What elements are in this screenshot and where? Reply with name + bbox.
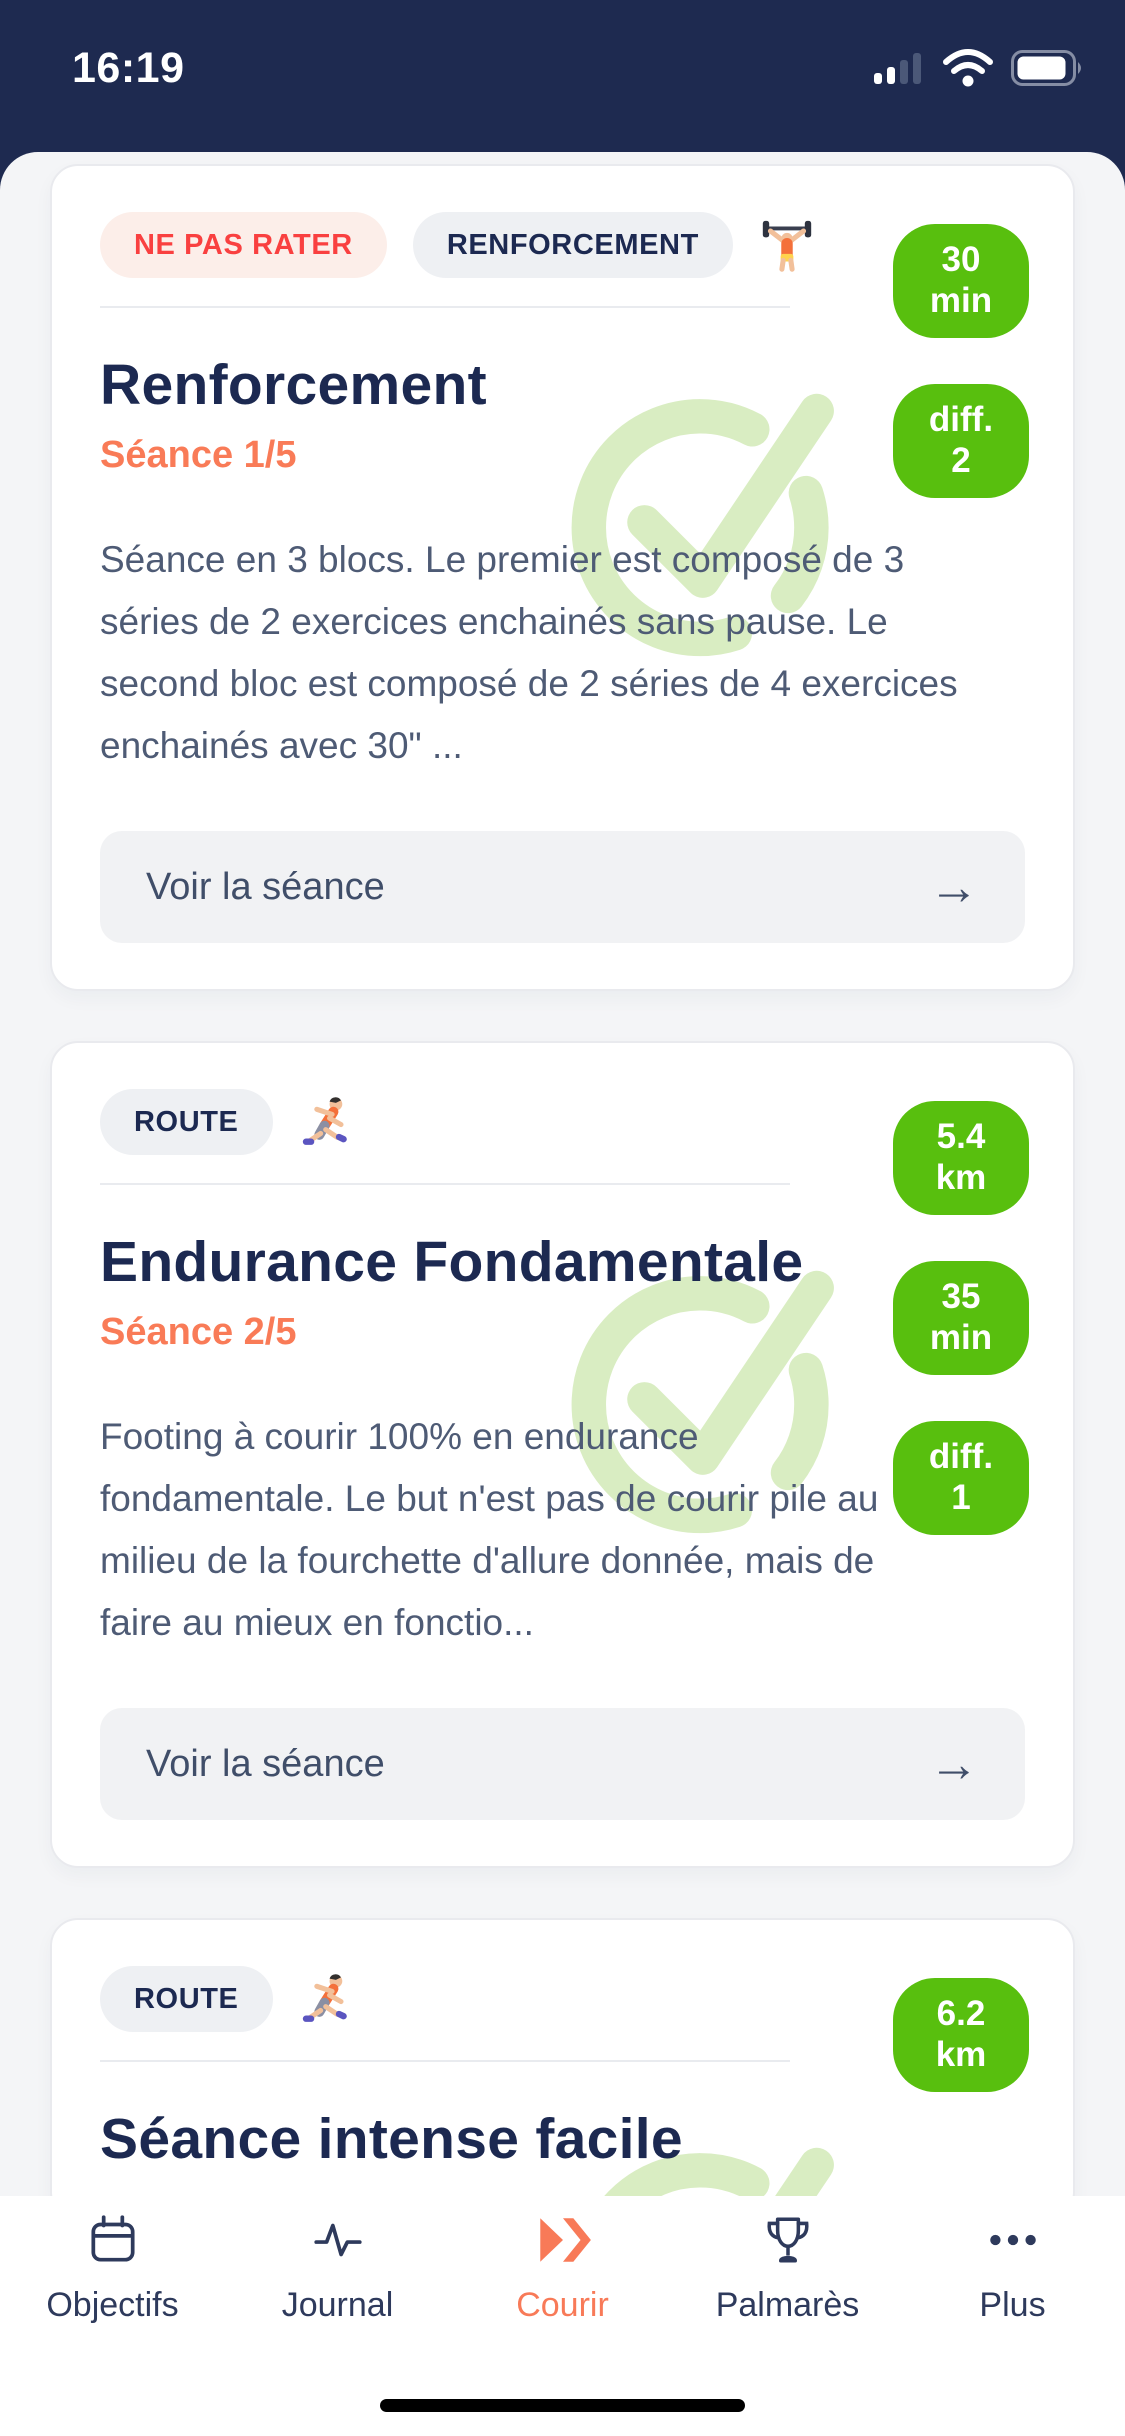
arrow-right-icon: →: [929, 859, 979, 915]
duration-pill: 35 min: [893, 1261, 1029, 1375]
card-subtitle: Séance 1/5: [100, 434, 297, 476]
view-session-button[interactable]: Voir la séance →: [100, 1708, 1025, 1820]
tab-label: Courir: [516, 2286, 609, 2324]
tab-label: Objectifs: [46, 2286, 179, 2324]
tab-journal[interactable]: [238, 2210, 438, 2326]
tab-label: Plus: [979, 2286, 1046, 2324]
view-session-button[interactable]: Voir la séance →: [100, 831, 1025, 943]
badge-renforcement: RENFORCEMENT: [413, 212, 733, 278]
card-divider: [100, 306, 790, 308]
ellipsis-icon: [984, 2211, 1042, 2272]
card-subtitle: Séance 2/5: [100, 1311, 297, 1353]
badge-ne-pas-rater: NE PAS RATER: [100, 212, 387, 278]
card-title: Séance intense facile: [100, 2107, 683, 2171]
tab-label: Palmarès: [715, 2286, 860, 2324]
distance-pill: 6.2 km: [893, 1978, 1029, 2092]
card-description: Séance en 3 blocs. Le premier est composé de 3 séries de 2 exercices enchainés sans pause. Le second bloc est composé de 2 séries de 4 exercices enchainés avec 30" ...: [100, 539, 958, 766]
tab-objectifs[interactable]: [13, 2210, 213, 2326]
tab-courir[interactable]: [463, 2210, 663, 2326]
badge-route: ROUTE: [100, 1089, 273, 1155]
status-time: 16:19: [72, 44, 185, 92]
card-badges-row: [100, 1966, 1025, 2032]
difficulty-pill: diff. 1: [893, 1421, 1029, 1535]
trophy-icon: [759, 2211, 817, 2272]
card-title: Renforcement: [100, 353, 487, 417]
fast-forward-icon: [532, 2211, 594, 2272]
tab-palmares[interactable]: [688, 2210, 888, 2326]
tab-plus[interactable]: [913, 2210, 1113, 2326]
workout-list: [0, 152, 1125, 2436]
runner-emoji-icon: [299, 1094, 355, 1150]
workout-card-renforcement[interactable]: [50, 164, 1075, 991]
home-indicator[interactable]: [380, 2399, 745, 2412]
tab-label: Journal: [281, 2286, 394, 2324]
distance-pill: 5.4 km: [893, 1101, 1029, 1215]
cellular-signal-icon: [873, 49, 925, 92]
runner-emoji-icon: [299, 1971, 355, 2027]
weightlifter-emoji-icon: [759, 217, 815, 273]
card-divider: [100, 1183, 790, 1185]
card-badges-row: [100, 1089, 1025, 1155]
pulse-icon: [309, 2211, 367, 2272]
card-metrics: [893, 1101, 1029, 1535]
card-metrics: [893, 224, 1029, 498]
workout-card-endurance[interactable]: [50, 1041, 1075, 1868]
card-metrics: [893, 1978, 1029, 2092]
battery-icon: [1011, 50, 1085, 91]
card-title: Endurance Fondamentale: [100, 1230, 804, 1294]
workout-card-seance-intense[interactable]: [50, 1918, 1075, 2220]
arrow-right-icon: →: [929, 1736, 979, 1792]
badge-route: ROUTE: [100, 1966, 273, 2032]
difficulty-pill: diff. 2: [893, 384, 1029, 498]
card-badges-row: [100, 212, 1025, 278]
duration-pill: 30 min: [893, 224, 1029, 338]
calendar-icon: [84, 2211, 142, 2272]
wifi-icon: [941, 48, 995, 93]
card-divider: [100, 2060, 790, 2062]
card-description: Footing à courir 100% en endurance fondamentale. Le but n'est pas de courir pile au milieu de la fourchette d'allure donnée, mais de faire au mieux en fonctio...: [100, 1416, 879, 1643]
status-icons: [873, 48, 1085, 93]
